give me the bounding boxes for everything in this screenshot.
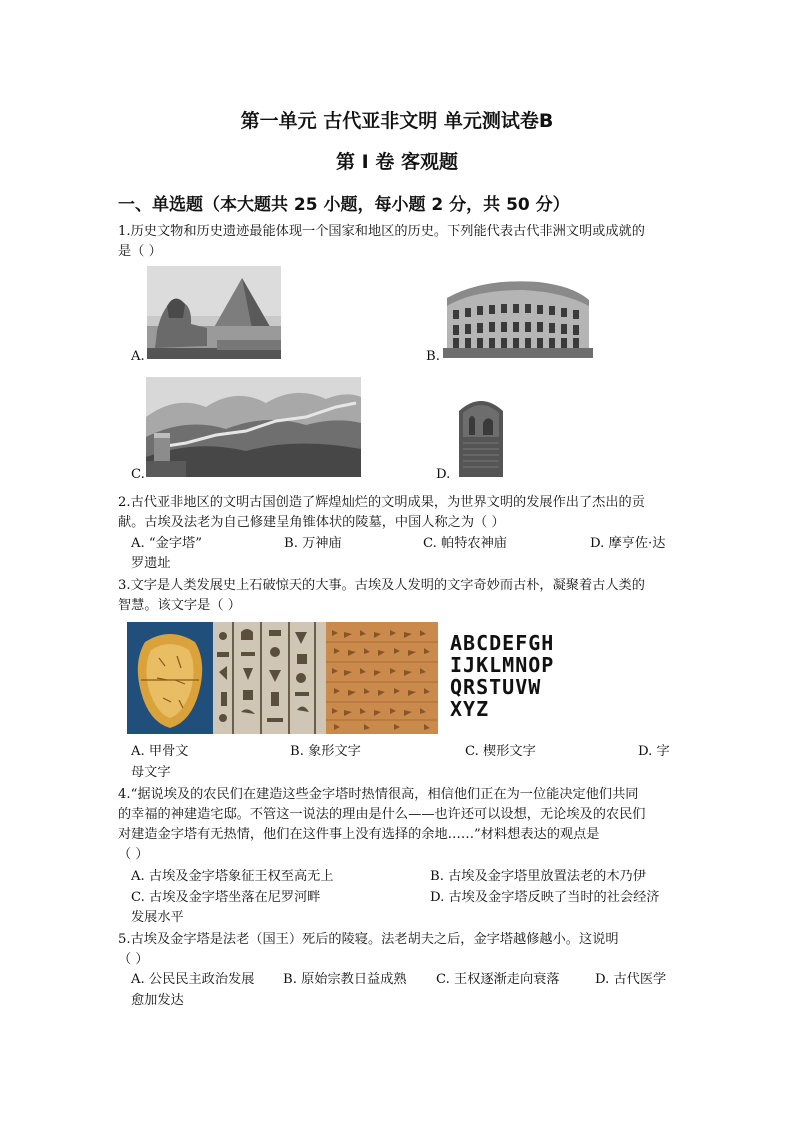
q1-option-b-label: B.	[426, 349, 440, 364]
sphinx-pyramid-image	[147, 266, 281, 359]
q4-stem-line-2: 的幸福的神建造宅邸。不管这一说法的理由是什么——也许还可以设想，无论埃及的农民们	[118, 807, 646, 822]
question-5-stem	[118, 930, 678, 970]
question-4-stem	[118, 785, 678, 865]
q5-stem-line-1: 5.古埃及金字塔是法老（国王）死后的陵寝。法老胡夫之后，金字塔越修越小。这说明	[118, 932, 619, 947]
q4-option-c: C. 古埃及金字塔坐落在尼罗河畔	[131, 890, 321, 905]
q5-option-c: C. 王权逐渐走向衰落	[436, 972, 560, 987]
q1-stem-line-2: 是（ ）	[118, 244, 162, 259]
q1-option-c-label: C.	[131, 467, 145, 482]
q4-option-b: B. 古埃及金字塔里放置法老的木乃伊	[430, 869, 646, 884]
q4-option-d: D. 古埃及金字塔反映了当时的社会经济	[430, 890, 660, 905]
alphabet-row-1: ABCDEFGH	[450, 631, 555, 655]
hieroglyph-image	[213, 622, 326, 734]
q2-option-a: A. “金字塔”	[131, 536, 202, 551]
q4-stem-line-4: （ ）	[118, 847, 149, 862]
q4-stem-line-3: 对建造金字塔有无热情，他们在这件事上没有选择的余地……”材料想表达的观点是	[118, 827, 600, 842]
q4-option-d-continued: 发展水平	[131, 910, 184, 925]
question-1-stem	[118, 222, 678, 262]
section-heading: 一、单选题（本大题共 25 小题，每小题 2 分，共 50 分）	[118, 195, 570, 215]
question-3-stem	[118, 576, 678, 616]
q2-option-d: D. 摩亨佐·达	[590, 536, 666, 551]
q5-stem-line-2: （ ）	[118, 952, 149, 967]
alphabet-row-4: XYZ	[450, 697, 490, 721]
q4-stem-line-1: 4.“据说埃及的农民们在建造这些金字塔时热情很高，相信他们正在为一位能决定他们共同	[118, 787, 639, 802]
q3-stem-line-2: 智慧。该文字是（ ）	[118, 598, 241, 613]
q2-option-c: C. 帕特农神庙	[423, 536, 507, 551]
alphabet-row-2: IJKLMNOP	[450, 653, 555, 677]
page-subtitle: 第 Ⅰ 卷 客观题	[336, 151, 458, 173]
q5-option-a: A. 公民民主政治发展	[131, 972, 255, 987]
q2-stem-line-2: 献。古埃及法老为自己修建呈角锥体状的陵墓，中国人称之为（ ）	[118, 515, 505, 530]
q3-option-b: B. 象形文字	[290, 744, 361, 759]
q2-stem-line-1: 2.古代亚非地区的文明古国创造了辉煌灿烂的文明成果，为世界文明的发展作出了杰出的贡	[118, 495, 645, 510]
q1-stem-line-1: 1.历史文物和历史遗迹最能体现一个国家和地区的历史。下列能代表古代非洲文明或成就的	[118, 224, 645, 239]
hammurabi-stele-image	[455, 393, 507, 477]
q1-option-d-label: D.	[436, 467, 451, 482]
q3-option-d: D. 字	[638, 744, 670, 759]
question-2-stem	[118, 493, 678, 533]
page-title: 第一单元 古代亚非文明 单元测试卷B	[240, 110, 554, 132]
great-wall-image	[146, 377, 361, 477]
q5-option-d-continued: 愈加发达	[131, 993, 184, 1008]
cuneiform-image	[326, 622, 438, 734]
q3-option-c: C. 楔形文字	[465, 744, 536, 759]
q1-option-a-label: A.	[131, 349, 145, 364]
q2-option-d-continued: 罗遗址	[131, 556, 171, 571]
alphabet-image	[440, 622, 598, 734]
q3-option-d-continued: 母文字	[131, 765, 171, 780]
q2-option-b: B. 万神庙	[284, 536, 342, 551]
q5-option-b: B. 原始宗教日益成熟	[283, 972, 407, 987]
alphabet-row-3: QRSTUVW	[450, 675, 542, 699]
oracle-bone-image	[127, 622, 213, 734]
q3-option-a: A. 甲骨文	[131, 744, 189, 759]
colosseum-image	[443, 270, 593, 358]
q4-option-a: A. 古埃及金字塔象征王权至高无上	[131, 869, 334, 884]
q3-stem-line-1: 3.文字是人类发展史上石破惊天的大事。古埃及人发明的文字奇妙而古朴，凝聚着古人类的	[118, 578, 645, 593]
q5-option-d: D. 古代医学	[595, 972, 667, 987]
